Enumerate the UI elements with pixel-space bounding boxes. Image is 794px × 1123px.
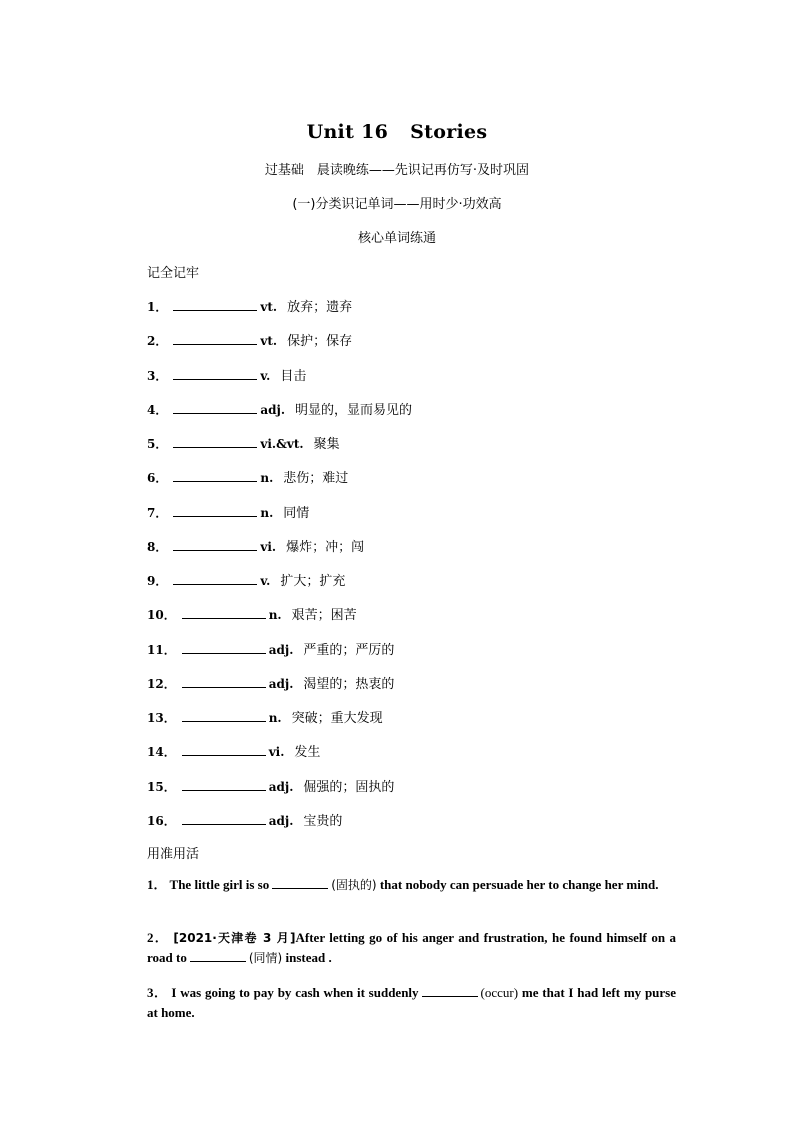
part-of-speech: n.: [268, 711, 282, 725]
vocab-item: [147, 707, 383, 725]
vocab-item: [147, 502, 309, 520]
vocab-number: 15．: [147, 779, 176, 794]
exercise-text: instead .: [285, 950, 332, 965]
answer-blank[interactable]: [182, 743, 266, 756]
part-of-speech: v.: [260, 574, 271, 588]
word-meaning: 严重的；严厉的: [303, 642, 395, 658]
part-of-speech: vi.: [260, 539, 277, 554]
exercise-hint: (occur): [480, 985, 519, 1000]
word-meaning: 同情: [283, 505, 310, 521]
vocab-item: [147, 365, 306, 383]
word-meaning: 爆炸；冲；闯: [286, 539, 365, 555]
word-meaning: 突破；重大发现: [291, 711, 383, 726]
answer-blank[interactable]: [182, 641, 266, 654]
vocab-number: 2．: [147, 334, 168, 349]
vocab-item: [147, 399, 412, 417]
vocab-number: 8．: [147, 539, 168, 554]
vocab-item: [147, 330, 352, 348]
vocab-item: [147, 536, 364, 554]
part-of-speech: adj.: [260, 402, 286, 417]
vocab-number: 3．: [147, 368, 168, 383]
vocab-number: 10．: [147, 608, 176, 623]
vocab-number: 9．: [147, 574, 168, 588]
word-meaning: 宝贵的: [303, 813, 343, 829]
exercise-number: 1．: [147, 877, 167, 892]
subtitle-vocab-category: (一)分类识记单词——用时少·功效高: [292, 197, 502, 212]
word-meaning: 保护；保存: [287, 334, 353, 350]
vocab-item: [147, 639, 394, 657]
vocab-number: 13．: [147, 711, 176, 725]
part-of-speech: n.: [260, 471, 274, 486]
answer-blank[interactable]: [173, 332, 257, 345]
vocab-number: 1．: [147, 300, 168, 314]
word-meaning: 目击: [280, 368, 307, 384]
answer-blank[interactable]: [173, 572, 257, 585]
answer-blank[interactable]: [422, 984, 478, 997]
vocab-number: 4．: [147, 402, 168, 417]
page-title: [0, 121, 794, 143]
answer-blank[interactable]: [173, 401, 257, 414]
answer-blank[interactable]: [173, 298, 257, 311]
vocab-item: [147, 433, 340, 451]
word-meaning: 艰苦；困苦: [291, 608, 357, 624]
part-of-speech: adj.: [268, 779, 294, 794]
part-of-speech: adj.: [268, 813, 294, 828]
part-of-speech: n.: [268, 608, 282, 623]
part-of-speech: vi.&vt.: [260, 437, 304, 451]
answer-blank[interactable]: [190, 949, 246, 962]
exercise-item: [118, 928, 676, 968]
answer-blank[interactable]: [272, 876, 328, 889]
part-of-speech: n.: [260, 505, 274, 520]
exercise-item: [118, 983, 676, 1023]
subtitle-practice: 过基础 晨读晚练——先识记再仿写·及时巩固: [264, 163, 530, 178]
vocab-number: 11．: [147, 642, 176, 657]
exercise-hint: (同情): [248, 951, 283, 965]
exercise-number: 3．: [147, 985, 168, 1000]
unit-topic: Stories: [410, 121, 488, 143]
vocab-item: [147, 673, 394, 691]
answer-blank[interactable]: [173, 435, 257, 448]
vocab-item: [147, 776, 394, 794]
exercise-source: [2021·天津卷 3 月]: [173, 931, 296, 945]
word-meaning: 渴望的；热衷的: [303, 676, 395, 692]
word-meaning: 明显的，显而易见的: [295, 402, 413, 418]
vocab-number: 6．: [147, 471, 168, 486]
vocab-item: [147, 467, 348, 485]
word-meaning: 扩大；扩充: [280, 574, 346, 589]
answer-blank[interactable]: [182, 606, 266, 619]
part-of-speech: vt.: [260, 334, 278, 349]
vocab-number: 14．: [147, 745, 176, 760]
answer-blank[interactable]: [182, 778, 266, 791]
answer-blank[interactable]: [182, 812, 266, 825]
exercise-text: me that I had left my purse at home.: [147, 985, 677, 1020]
vocab-item: [147, 296, 352, 314]
word-meaning: 发生: [294, 745, 321, 761]
word-meaning: 倔强的；固执的: [303, 779, 395, 795]
exercise-hint: (固执的): [331, 878, 377, 892]
word-meaning: 放弃；遗弃: [287, 300, 353, 315]
exercise-text: The little girl is so: [169, 877, 270, 892]
word-meaning: 悲伤；难过: [283, 471, 349, 487]
answer-blank[interactable]: [173, 367, 257, 380]
word-meaning: 聚集: [313, 437, 340, 452]
exercise-text: I was going to pay by cash when it suddenly: [171, 985, 419, 1000]
vocab-number: 5．: [147, 437, 168, 451]
vocab-item: [147, 570, 345, 588]
answer-blank[interactable]: [173, 538, 257, 551]
exercise-item: [118, 875, 676, 895]
subtitle-core-words: 核心单词练通: [357, 231, 436, 246]
part-of-speech: vi.: [268, 745, 285, 760]
answer-blank[interactable]: [173, 504, 257, 517]
vocab-item: [147, 604, 357, 622]
vocab-item: [147, 741, 320, 759]
part-of-speech: adj.: [268, 642, 294, 657]
answer-blank[interactable]: [173, 469, 257, 482]
exercise-text: After letting go of his anger and frustration, he found himself on a road to: [147, 930, 677, 965]
vocab-item: [147, 810, 342, 828]
section-usage-label: 用准用活: [147, 847, 200, 862]
vocab-number: 7．: [147, 505, 168, 520]
part-of-speech: adj.: [268, 676, 294, 691]
answer-blank[interactable]: [182, 675, 266, 688]
vocab-number: 12．: [147, 676, 176, 691]
exercise-text: that nobody can persuade her to change her mind.: [379, 877, 659, 892]
answer-blank[interactable]: [182, 709, 266, 722]
unit-label: Unit 16: [306, 121, 389, 143]
part-of-speech: vt.: [260, 300, 278, 314]
vocab-number: 16．: [147, 813, 176, 828]
section-memorize-label: 记全记牢: [147, 266, 200, 281]
part-of-speech: v.: [260, 368, 271, 383]
exercise-number: 2．: [147, 930, 169, 945]
